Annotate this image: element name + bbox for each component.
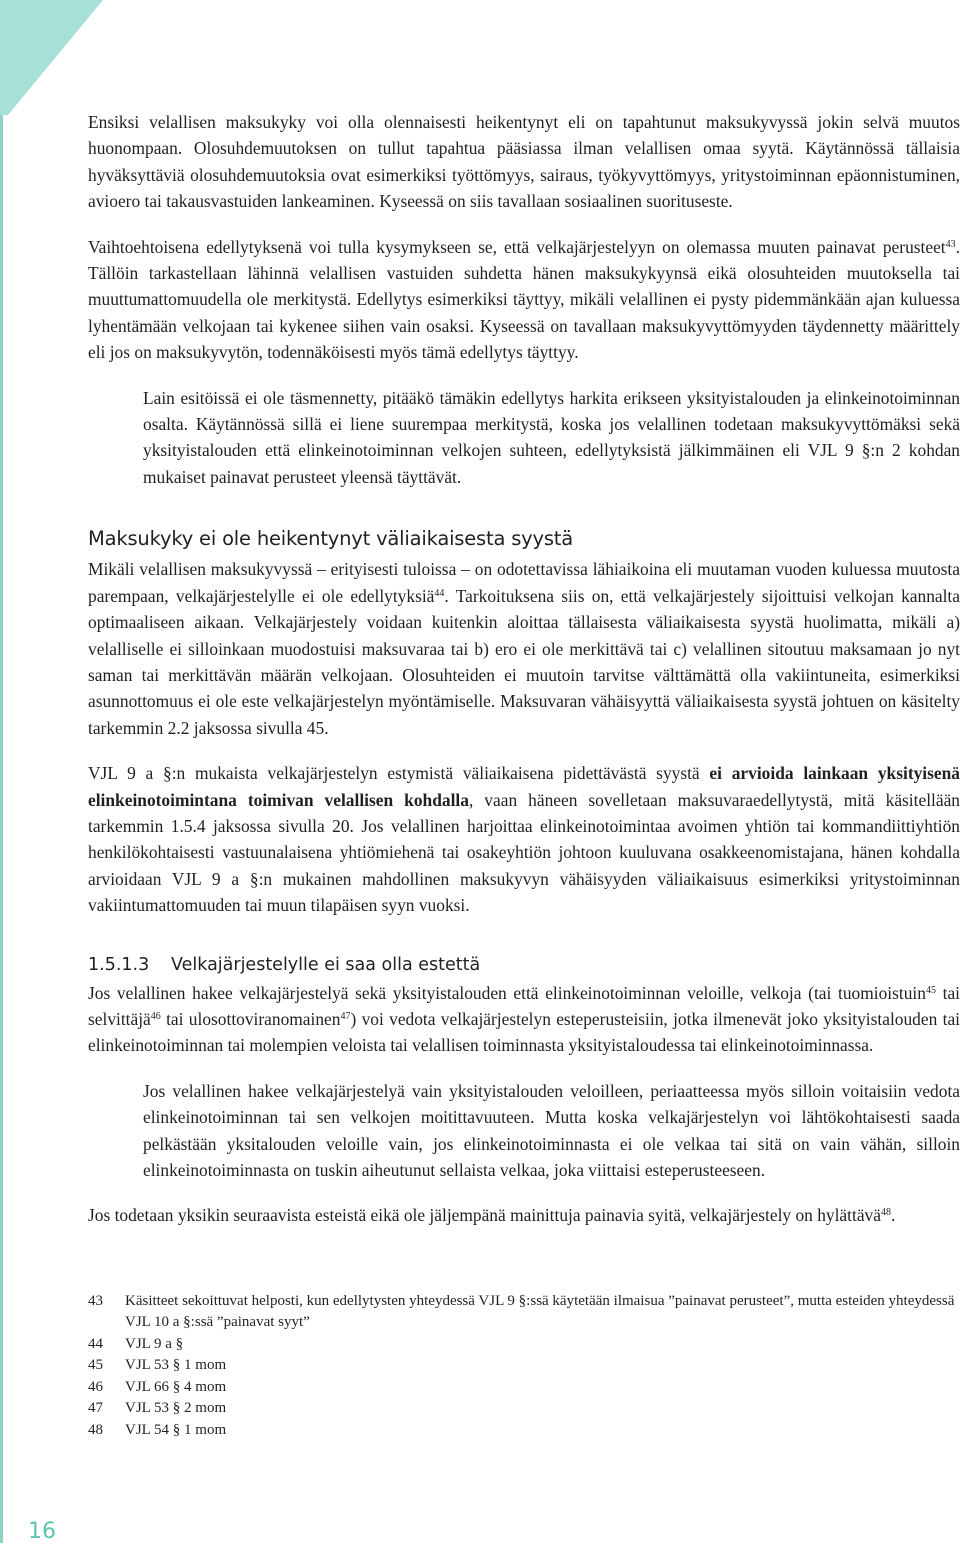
footnote-text: VJL 54 § 1 mom [125,1421,227,1438]
paragraph-4-bold-text: ei arvioida lainkaan yksityisenä elinkeinotoimintana toimivan velallisen kohdalla [88,763,960,810]
footnote-ref-43[interactable]: 43 [945,238,956,250]
paragraph-3-text-b: . Tarkoituksena siis on, että velkajärjestely sijoittuisi velkojan kannalta optimaaliseen aikaan. Velkajärjestely voidaan kuitenkin aloittaa tällaisesta väliaikaisesta syystä huolimatta, mikäli a) velalliselle ei silloinkaan muodostuisi maksuvaraa tai b) ero ei ole merkittävä tai c) velallinen sitoutuu maksamaan jo nyt saman tai merkittävän määrän velkojaan. Olosuhteiden ei muutoin tarvitse välttämättä olla vakiintuneita, esimerkiksi asunnottomuus ei ole este velkajärjestelyn myöntämiselle. Maksuvaran vähäisyyttä väliaikaisesta syystä johtuen on käsitelty tarkemmin 2.2 jaksossa sivulla 45. [88,585,960,738]
section-title: Velkajärjestelylle ei saa olla estettä [171,954,481,975]
footnote-number: 47 [88,1400,103,1417]
footnote-text: VJL 66 § 4 mom [125,1378,227,1395]
indented-quote-1: Lain esitöissä ei ole täsmennetty, pitääkö tämäkin edellytys harkita erikseen yksityistalouden ja elinkeinotoiminnan osalta. Käytännössä sillä ei liene suurempaa merkitystä, koska jos velallinen todetaan maksukyvyttömäksi sekä yksityistalouden että elinkeinotoiminnan velkojen suhteen, edellytyksistä jälkimmäinen eli VJL 9 §:n 2 kohdan mukaiset painavat perusteet yleensä täyttävät. [143,387,960,487]
footnote-item [88,1291,960,1334]
footnote-ref-46[interactable]: 46 [150,1010,161,1022]
indented-quote-2: Jos velallinen hakee velkajärjestelyä vain yksityistalouden veloilleen, periaatteessa myös silloin voitaisiin vedota elinkeinotoiminnan tai sen velkojen moitittavuuteen. Mutta koska velkajärjestelyn voi lähtökohtaisesti saada pelkästään yksitalouden veloille vain, jos elinkeinotoiminnasta ei ole velkaa tai sitä on vain vähän, silloin elinkeinotoiminnasta on tuskin aiheutunut sellaista velkaa, joka viittaisi esteperusteeseen. [143,1080,960,1180]
paragraph-1: Ensiksi velallisen maksukyky voi olla olennaisesti heikentynyt eli on tapahtunut maksukyvyssä jokin selvä muutos huonompaan. Olosuhdemuutoksen on tullut tapahtua pääsiassa ilman velallisen omaa syytä. Käytännössä tällaisia hyväksyttäviä olosuhdemuutoksia ovat esimerkiksi työttömyys, sairaus, työkyvyttömyys, yritystoiminnan epäonnistuminen, avioero tai takausvastuiden lankeaminen. Kyseessä on siis tavallaan sosiaalinen suorituseste. [88,112,960,212]
paragraph-3-text-a: Mikäli velallisen maksukyvyssä – erityisesti tuloissa – on odotettavissa lähiaikoina eli muutaman vuoden kuluessa muutosta parempaan, velkajärjestelylle ei ole edellytyksiä [88,559,960,606]
section-number: 1.5.1.3 [88,954,150,975]
footnote-number: 46 [88,1378,103,1395]
footnote-ref-44[interactable]: 44 [434,587,445,599]
paragraph-2-text-a: Vaihtoehtoisena edellytyksenä voi tulla kysymykseen se, että velkajärjestelyyn on olemassa muuten painavat perusteet [88,236,946,257]
paragraph-6-text-a: Jos todetaan yksikin seuraavista esteistä eikä ole jäljempänä mainittuja painavia syitä, velkajärjestely on hylättävä [88,1205,881,1226]
footnote-item [88,1377,960,1399]
paragraph-4 [88,760,960,918]
page-content [88,109,960,1441]
footnote-item [88,1334,960,1356]
paragraph-4-text-b: , vaan häneen sovelletaan maksuvaraedellytystä, mitä käsitellään tarkemmin 1.5.4 jaksossa sivulla 20. Jos velallinen harjoittaa elinkeinotoimintaa avoimen yhtiön tai kommandiittiyhtiön henkilökohtaisesti vastuunalaisena yhtiömiehenä tai osakeyhtiön johtoon kuuluvana osakkeenomistajana, hänen kohdalla arvioidaan VJL 9 a §:n mukainen mahdollinen maksukyvyn vähäisyyden väliaikaisuus esimerkiksi yritystoiminnan vakiintumattomuuden tai muun tilapäisen syyn vuoksi. [88,789,960,916]
paragraph-5-text-c: tai ulosottoviranomainen [160,1008,341,1029]
footnote-item [88,1398,960,1420]
paragraph-4-text-a: VJL 9 a §:n mukaista velkajärjestelyn estymistä väliaikaisena pidettävästä syystä [88,763,710,784]
paragraph-5-text-a: Jos velallinen hakee velkajärjestelyä sekä yksityistalouden että elinkeinotoiminnan veloille, velkoja (tai tuomioistuin [88,982,926,1003]
paragraph-5-text-b: tai selvittäjä [88,982,960,1029]
paragraph-2-text-b: . Tällöin tarkastellaan lähinnä velallisen vastuiden suhdetta hänen maksukykyynsä eikä olosuhteiden muutoksella tai muuttumattomuudella ole merkitystä. Edellytys esimerkiksi täyttyy, mikäli velallinen ei pysty pidemmänkään ajan kuluessa lyhentämään velkojaan tai kykenee siihen vain osaksi. Kyseessä on tavallaan maksukyvyttömyyden täydennetty määrittely eli jos on maksukyvytön, todennäköisesti myös tämä edellytys täyttyy. [88,236,960,363]
footnote-ref-45[interactable]: 45 [925,984,936,996]
footnote-text: Käsitteet sekoittuvat helposti, kun edellytysten yhteydessä VJL 9 §:ssä käytetään ilmaisua ”painavat perusteet”, mutta esteiden yhteydessä VJL 10 a §:ssä ”painavat syyt” [125,1292,955,1331]
page-number: 16 [28,1519,56,1544]
footnote-number: 43 [88,1292,103,1309]
footnotes [88,1291,960,1442]
section-heading-1-5-1-3 [88,952,960,978]
sidebar-accent-strip [0,0,3,1543]
footnote-item [88,1355,960,1377]
paragraph-6-text-b: . [890,1205,896,1226]
paragraph-5 [88,980,960,1059]
footnote-ref-48[interactable]: 48 [880,1207,891,1219]
footnote-number: 48 [88,1421,103,1438]
paragraph-2 [88,234,960,366]
footnote-number: 44 [88,1335,103,1352]
footnote-number: 45 [88,1357,103,1374]
paragraph-3 [88,556,960,741]
subheading-temporary-reason: Maksukyky ei ole heikentynyt väliaikaisesta syystä [88,527,573,551]
footnote-ref-47[interactable]: 47 [340,1010,351,1022]
paragraph-5-text-d: ) voi vedota velkajärjestelyn esteperusteisiin, jotka ilmenevät joko yksityistalouden tai elinkeinotoiminnan tai molempien veloista tai velallisen toiminnasta yksityistaloudessa tai elinkeinotoiminnassa. [88,1008,960,1056]
footnote-text: VJL 53 § 1 mom [125,1357,227,1374]
footnote-text: VJL 9 a § [125,1335,184,1352]
footnote-item [88,1420,960,1442]
paragraph-6 [88,1202,960,1228]
footnote-text: VJL 53 § 2 mom [125,1400,227,1417]
corner-tab-decoration [0,0,105,115]
